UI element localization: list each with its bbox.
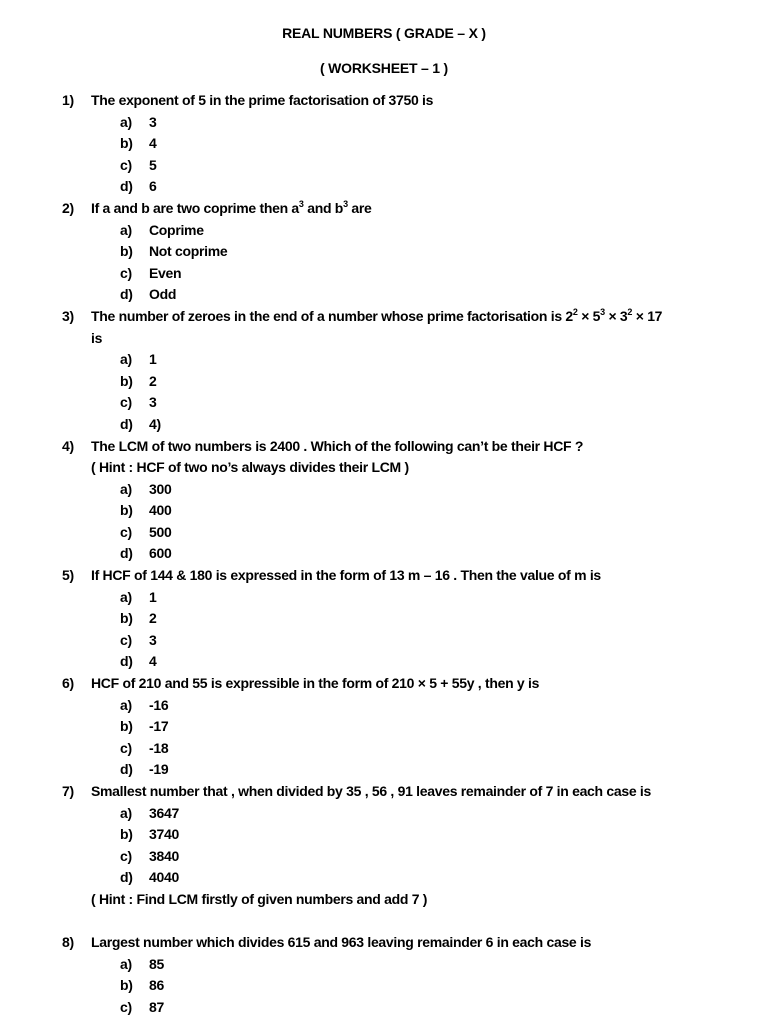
question-text-part: × 5 xyxy=(577,307,601,324)
question-row xyxy=(0,781,768,803)
option-label: b) xyxy=(120,718,133,735)
option-label: d) xyxy=(120,178,133,195)
answer-option xyxy=(0,349,768,371)
answer-option xyxy=(0,220,768,242)
option-value: 500 xyxy=(149,523,172,540)
option-label: b) xyxy=(120,502,133,519)
option-label: c) xyxy=(120,523,132,540)
option-label: b) xyxy=(120,135,133,152)
option-label: a) xyxy=(120,804,132,821)
option-label: d) xyxy=(120,653,133,670)
option-label: b) xyxy=(120,977,133,994)
question-row xyxy=(0,565,768,587)
hint-row xyxy=(0,457,768,479)
option-value: 300 xyxy=(149,480,172,497)
option-value: -16 xyxy=(149,696,169,713)
option-label: b) xyxy=(120,243,133,260)
answer-option xyxy=(0,608,768,630)
question-row xyxy=(0,90,768,112)
answer-option xyxy=(0,695,768,717)
question-row xyxy=(0,932,768,954)
question-number: 5) xyxy=(62,567,74,584)
question-text: Largest number which divides 615 and 963 leaving remainder 6 in each case is xyxy=(91,934,592,951)
hint-text: ( Hint : Find LCM firstly of given numbers and add 7 ) xyxy=(91,890,428,907)
page-title: REAL NUMBERS ( GRADE – X ) xyxy=(282,25,486,41)
answer-option xyxy=(0,630,768,652)
answer-option xyxy=(0,997,768,1019)
answer-option xyxy=(0,500,768,522)
question-row xyxy=(0,673,768,695)
exponent: 3 xyxy=(600,306,605,317)
option-value: -17 xyxy=(149,718,169,735)
question-text: If HCF of 144 & 180 is expressed in the form of 13 m – 16 . Then the value of m is xyxy=(91,567,601,584)
option-value: Coprime xyxy=(149,221,204,238)
answer-option xyxy=(0,284,768,306)
answer-option xyxy=(0,414,768,436)
option-value: -19 xyxy=(149,761,169,778)
option-label: a) xyxy=(120,696,132,713)
question-continuation-row xyxy=(0,328,768,350)
question-2 xyxy=(0,198,768,306)
exponent: 2 xyxy=(627,306,633,317)
answer-option xyxy=(0,155,768,177)
page-subtitle: ( WORKSHEET – 1 ) xyxy=(319,60,449,76)
question-number: 3) xyxy=(62,307,74,324)
question-number: 7) xyxy=(62,783,74,799)
question-number: 8) xyxy=(62,934,74,951)
option-label: a) xyxy=(120,480,132,497)
answer-option xyxy=(0,241,768,263)
option-label: c) xyxy=(120,264,132,281)
spacer xyxy=(0,911,768,933)
exponent: 3 xyxy=(343,198,348,209)
option-label: d) xyxy=(120,761,133,778)
option-label: c) xyxy=(120,847,132,864)
option-label: a) xyxy=(120,351,132,368)
option-label: d) xyxy=(120,869,133,886)
answer-option xyxy=(0,263,768,285)
question-8 xyxy=(0,932,768,1018)
question-text-part: × 3 xyxy=(604,307,628,324)
option-value: 6 xyxy=(149,178,157,195)
answer-option xyxy=(0,651,768,673)
question-text-part: If a and b are two coprime then a xyxy=(91,199,299,216)
question-4 xyxy=(0,436,768,566)
option-label: c) xyxy=(120,998,132,1015)
question-1 xyxy=(0,90,768,198)
question-text-part: × 17 xyxy=(632,307,663,324)
answer-option xyxy=(0,975,768,997)
option-value: 1 xyxy=(149,588,157,605)
option-label: c) xyxy=(120,739,132,756)
option-label: b) xyxy=(120,610,133,627)
answer-option xyxy=(0,479,768,501)
question-3 xyxy=(0,306,768,436)
option-label: d) xyxy=(120,545,133,562)
option-value: 85 xyxy=(149,955,164,972)
option-value: 3647 xyxy=(149,804,179,821)
hint-row xyxy=(0,889,768,911)
option-label: a) xyxy=(120,113,132,130)
question-text: The exponent of 5 in the prime factorisation of 3750 is xyxy=(91,92,434,108)
question-text-part: The number of zeroes in the end of a number whose prime factorisation is 2 xyxy=(91,307,573,324)
option-label: c) xyxy=(120,631,132,648)
answer-option xyxy=(0,824,768,846)
option-label: c) xyxy=(120,394,132,411)
answer-option xyxy=(0,543,768,565)
option-label: a) xyxy=(120,588,132,605)
option-value: 400 xyxy=(149,502,172,519)
question-number: 6) xyxy=(62,675,74,692)
option-value: Even xyxy=(149,264,182,281)
option-value: 3 xyxy=(149,113,157,130)
option-value: 3740 xyxy=(149,826,179,843)
answer-option xyxy=(0,716,768,738)
option-label: a) xyxy=(120,221,132,238)
answer-option xyxy=(0,759,768,781)
option-label: d) xyxy=(120,415,133,432)
answer-option xyxy=(0,392,768,414)
question-6 xyxy=(0,673,768,781)
question-text: The LCM of two numbers is 2400 . Which of the following can’t be their HCF ? xyxy=(91,437,584,454)
answer-option xyxy=(0,587,768,609)
answer-option xyxy=(0,522,768,544)
option-value: 3840 xyxy=(149,847,179,864)
option-value: 5 xyxy=(149,156,157,173)
question-row xyxy=(0,436,768,458)
question-text xyxy=(91,198,372,220)
option-value: 600 xyxy=(149,545,172,562)
answer-option xyxy=(0,867,768,889)
option-label: c) xyxy=(120,156,132,173)
question-text: Smallest number that , when divided by 35 , 56 , 91 leaves remainder of 7 in each case is xyxy=(91,783,651,799)
answer-option xyxy=(0,954,768,976)
option-value: 2 xyxy=(149,610,157,627)
question-text: HCF of 210 and 55 is expressible in the form of 210 × 5 + 55y , then y is xyxy=(91,675,540,692)
option-value: 4 xyxy=(149,135,157,152)
option-value: 4 xyxy=(149,653,157,670)
answer-option xyxy=(0,371,768,393)
option-value: -18 xyxy=(149,739,169,756)
hint-text: ( Hint : HCF of two no’s always divides their LCM ) xyxy=(91,459,409,476)
option-label: d) xyxy=(120,286,133,303)
option-value: 2 xyxy=(149,372,157,389)
option-value: Not coprime xyxy=(149,243,228,260)
option-label: b) xyxy=(120,372,133,389)
option-value: 87 xyxy=(149,998,164,1015)
question-row xyxy=(0,198,768,220)
option-value: 3 xyxy=(149,394,157,411)
question-number: 4) xyxy=(62,437,74,454)
question-list xyxy=(0,90,768,1019)
option-label: b) xyxy=(120,826,133,843)
option-value: 4040 xyxy=(149,869,179,886)
option-value: 3 xyxy=(149,631,157,648)
question-5 xyxy=(0,565,768,673)
question-number: 1) xyxy=(62,92,74,108)
option-value: 1 xyxy=(149,351,157,368)
option-value: 86 xyxy=(149,977,164,994)
option-value: 4) xyxy=(149,415,161,432)
answer-option xyxy=(0,112,768,134)
question-text-part: are xyxy=(347,199,372,216)
answer-option xyxy=(0,133,768,155)
option-label: a) xyxy=(120,955,132,972)
exponent: 3 xyxy=(298,198,304,209)
answer-option xyxy=(0,846,768,868)
answer-option xyxy=(0,738,768,760)
question-7 xyxy=(0,781,768,932)
exponent: 2 xyxy=(572,306,578,317)
question-text xyxy=(91,306,662,328)
option-value: Odd xyxy=(149,286,177,303)
question-text-part: and b xyxy=(303,199,344,216)
question-number: 2) xyxy=(62,199,74,216)
question-row xyxy=(0,306,768,328)
answer-option xyxy=(0,176,768,198)
question-continuation: is xyxy=(91,329,103,346)
answer-option xyxy=(0,803,768,825)
